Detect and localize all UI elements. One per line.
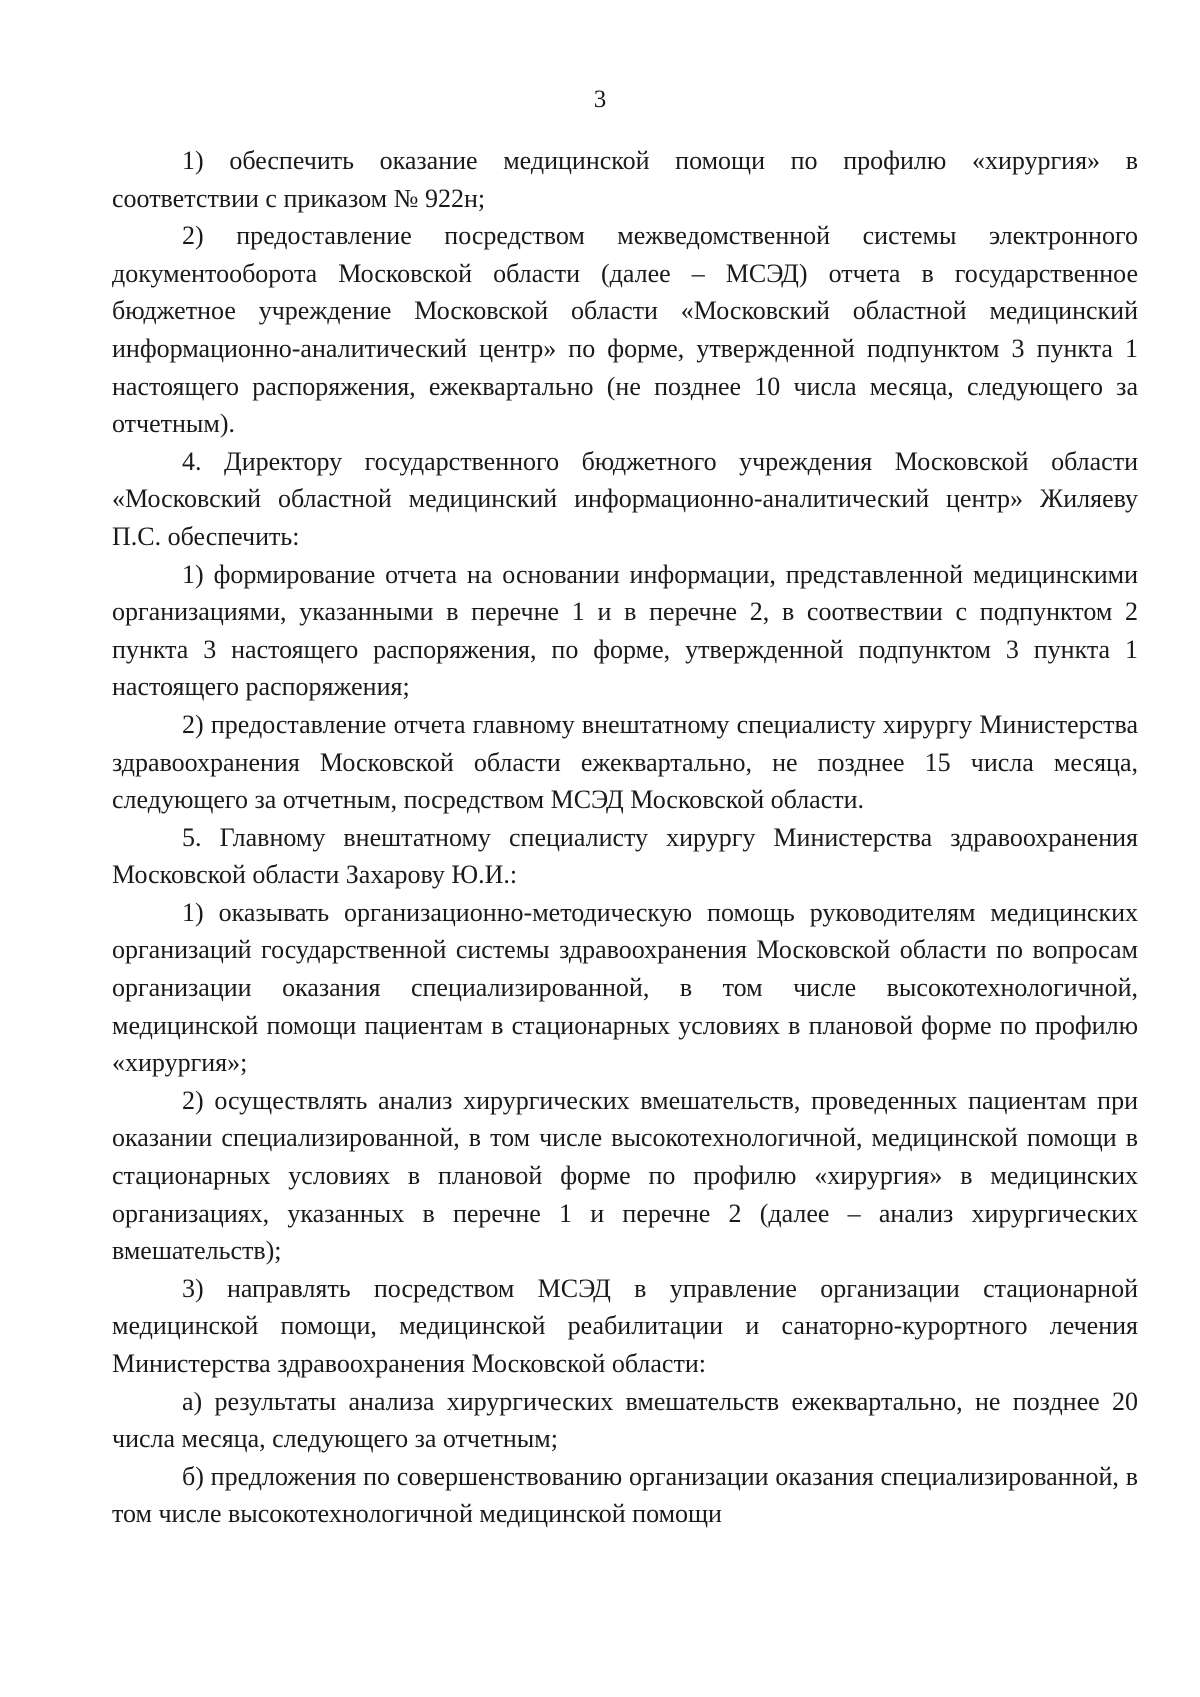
paragraph-5: 5. Главному внештатному специалисту хирургу Министерства здравоохранения Московской области Захарову Ю.И.: <box>112 822 1138 890</box>
paragraph-3-1: 1) обеспечить оказание медицинской помощи по профилю «хирургия» в соответствии с приказом № 922н; <box>112 146 1138 213</box>
paragraph-4: 4. Директору государственного бюджетного учреждения Московской области «Московский областной медицинский информационно-аналитический центр» Жиляеву П.С. обеспечить: <box>112 446 1138 551</box>
paragraph-5-3-a: а) результаты анализа хирургических вмешательств ежеквартально, не позднее 20 числа месяца, следующего за отчетным; <box>112 1386 1138 1454</box>
paragraph-5-3: 3) направлять посредством МСЭД в управление организации стационарной медицинской помощи, медицинской реабилитации и санаторно-курортного лечения Министерства здравоохранения Московской области: <box>112 1273 1138 1378</box>
paragraph-5-2: 2) осуществлять анализ хирургических вмешательств, проведенных пациентам при оказании специализированной, в том числе высокотехнологичной, медицинской помощи в стационарных условиях в плановой форме по профилю «хирургия» в медицинских организациях, указанных в перечне 1 и перечне 2 (далее – анализ хирургических вмешательств); <box>112 1085 1138 1266</box>
paragraph-5-1: 1) оказывать организационно-методическую помощь руководителям медицинских организаций государственной системы здравоохранения Московской области по вопросам организации оказания специализированной, в том числе высокотехнологичной, медицинской помощи пациентам в стационарных условиях в плановой форме по профилю «хирургия»; <box>112 897 1138 1078</box>
paragraph-5-3-b: б) предложения по совершенствованию организации оказания специализированной, в том числе высокотехнологичной медицинской помощи <box>112 1461 1138 1529</box>
paragraph-4-1: 1) формирование отчета на основании информации, представленной медицинскими организациями, указанными в перечне 1 и в перечне 2, в соотвествии с подпунктом 2 пункта 3 настоящего распоряжения, по форме, утвержденной подпунктом 3 пункта 1 настоящего распоряжения; <box>112 559 1138 702</box>
document-body <box>112 142 1138 1533</box>
paragraph-4-2: 2) предоставление отчета главному внештатному специалисту хирургу Министерства здравоохранения Московской области ежеквартально, не позднее 15 числа месяца, следующего за отчетным, посредством МСЭД Московской области. <box>112 709 1138 815</box>
page-number: 3 <box>593 86 607 113</box>
paragraph-3-2: 2) предоставление посредством межведомственной системы электронного документооборота Московской области (далее – МСЭД) отчета в государственное бюджетное учреждение Московской области «Московский областной медицинский информационно-аналитический центр» по форме, утвержденной подпунктом 3 пункта 1 настоящего распоряжения, ежеквартально (не позднее 10 числа месяца, следующего за отчетным). <box>112 221 1138 439</box>
